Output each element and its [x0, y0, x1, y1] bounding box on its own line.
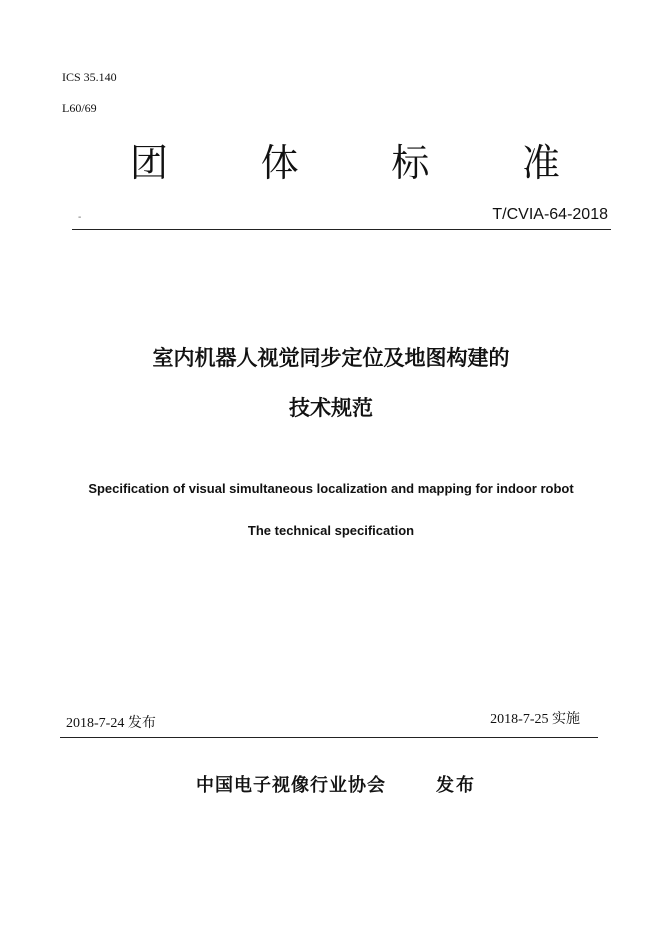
footer-divider [60, 737, 598, 738]
standard-type-char-2: 体 [260, 141, 299, 185]
english-title-line-1: Specification of visual simultaneous localization and mapping for indoor robot [88, 481, 574, 496]
ccs-code: L60/69 [62, 101, 97, 115]
header-dash: - [78, 212, 82, 223]
chinese-title-line-2: 技术规范 [289, 396, 373, 420]
implementation-date: 2018-7-25 实施 [490, 712, 580, 727]
standard-type-char-4: 准 [521, 141, 560, 185]
publish-label: 发布 [436, 775, 476, 796]
issue-date: 2018-7-24 发布 [66, 716, 156, 731]
standard-type-char-1: 团 [130, 141, 169, 185]
ics-code: ICS 35.140 [62, 70, 117, 84]
standard-type-title [130, 132, 560, 187]
standard-type-char-3: 标 [391, 141, 430, 185]
header-divider [72, 229, 611, 230]
standard-code: T/CVIA-64-2018 [492, 206, 608, 223]
publisher-name: 中国电子视像行业协会 [196, 775, 386, 796]
chinese-title-line-1: 室内机器人视觉同步定位及地图构建的 [152, 346, 510, 370]
english-title-line-2: The technical specification [247, 523, 415, 538]
